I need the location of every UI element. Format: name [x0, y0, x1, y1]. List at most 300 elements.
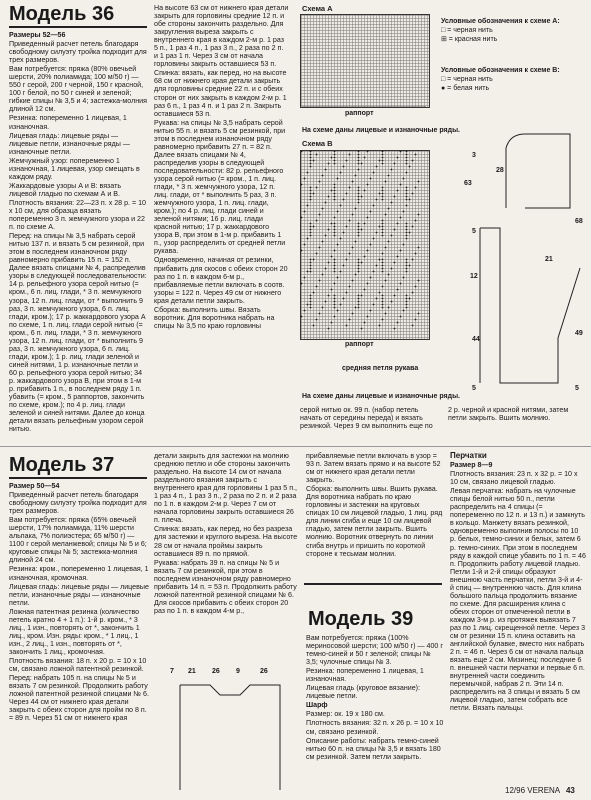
- motif-dot: [355, 241, 357, 243]
- motif-dot: [406, 205, 408, 207]
- motif-dot: [331, 322, 333, 324]
- motif-dot: [310, 295, 312, 297]
- motif-dot: [310, 232, 312, 234]
- motif-dot: [358, 169, 360, 171]
- motif-dot: [385, 280, 387, 282]
- motif-dot: [322, 241, 324, 243]
- paragraph: Плотность вязания: 18 п. x 20 р. = 10 x 10 см, связано ложной патентной резинкой.: [9, 656, 147, 674]
- motif-dot: [307, 238, 309, 240]
- motif-dot: [418, 313, 420, 315]
- motif-dot: [400, 316, 402, 318]
- motif-dot: [349, 220, 351, 222]
- motif-dot: [331, 256, 333, 258]
- motif-dot: [334, 307, 336, 309]
- motif-dot: [352, 214, 354, 216]
- motif-dot: [301, 316, 303, 318]
- paragraph: Рукава: на спицы № 3,5 набрать серой нитью 55 п. и вязать 5 см резинкой, при этом в последнем изнаночном ряду равномерно прибавить 27 п. = 82 п. Далее вязать спицами № 4, распределив узоры в следующей последовательности: 82 р. рельефного узора серой нитью (= кром., 1 п. лиц. глади, * 3 п. жемчужного узора, 12 п. лиц. глади, от * выполнить 5 раз, 3 п. жемчужного узора, 1 п. лиц. глади, кром.); по 4 р. лиц. глади синей и зеленой нитями; 16 р. лиц. глади красной нитью; 17 р. жаккардового узора В, при этом в 1-м р. прибавить 1 п., узор распределить от средней петли рукава.: [154, 118, 286, 256]
- motif-dot: [379, 259, 381, 261]
- motif-dot: [367, 283, 369, 285]
- motif-dot: [373, 172, 375, 174]
- model-36-column-1: [9, 31, 147, 446]
- motif-dot: [310, 187, 312, 189]
- motif-dot: [406, 160, 408, 162]
- motif-dot: [418, 181, 420, 183]
- motif-dot: [409, 265, 411, 267]
- motif-dot: [403, 178, 405, 180]
- motif-dot: [310, 229, 312, 231]
- motif-dot: [346, 325, 348, 327]
- motif-dot: [364, 223, 366, 225]
- motif-dot: [376, 199, 378, 201]
- motif-dot: [382, 223, 384, 225]
- legend-b-item: ● = белая нить: [441, 85, 490, 92]
- motif-dot: [310, 265, 312, 267]
- model-39-text: [306, 634, 444, 794]
- motif-dot: [358, 160, 360, 162]
- motif-dot: [412, 160, 414, 162]
- motif-dot: [310, 301, 312, 303]
- motif-dot: [373, 205, 375, 207]
- paragraph: Спинка: вязать, как перед, но без разреза для застежки и круглого выреза. На высоте 28 см от начала проймы закрыть оставшиеся 89 п. по прямой.: [154, 525, 298, 558]
- motif-dot: [358, 187, 360, 189]
- motif-dot: [310, 160, 312, 162]
- legend-b-title: Условные обозначения к схеме В:: [441, 67, 560, 74]
- motif-dot: [304, 211, 306, 213]
- motif-dot: [358, 223, 360, 225]
- motif-dot: [310, 235, 312, 237]
- motif-dot: [310, 154, 312, 156]
- motif-dot: [349, 253, 351, 255]
- motif-dot: [367, 217, 369, 219]
- motif-dot: [310, 298, 312, 300]
- motif-dot: [406, 265, 408, 267]
- motif-dot: [412, 226, 414, 228]
- motif-dot: [382, 160, 384, 162]
- motif-dot: [397, 190, 399, 192]
- motif-dot: [310, 307, 312, 309]
- scheme-a-caption: На схеме даны лицевые и изнаночные ряды.: [302, 127, 461, 134]
- motif-dot: [346, 259, 348, 261]
- motif-dot: [337, 211, 339, 213]
- motif-dot: [331, 157, 333, 159]
- motif-dot: [415, 220, 417, 222]
- motif-dot: [379, 325, 381, 327]
- motif-dot: [403, 277, 405, 279]
- paragraph: Резинка: кром., попеременно 1 лицевая, 1 изнаночная, кромочная.: [9, 565, 149, 582]
- motif-dot: [397, 322, 399, 324]
- dim-26b: 26: [260, 668, 268, 675]
- paragraph: Приведенный расчет петель благодаря свободному силуэту тройка подходит для трех размеров.: [9, 40, 147, 65]
- motif-dot: [304, 310, 306, 312]
- motif-dot: [334, 154, 336, 156]
- motif-dot: [352, 181, 354, 183]
- motif-dot: [391, 268, 393, 270]
- motif-dot: [373, 304, 375, 306]
- motif-dot: [370, 277, 372, 279]
- motif-dot: [382, 304, 384, 306]
- motif-dot: [367, 250, 369, 252]
- paragraph: Одновременно, начиная от резинки, прибавить для скосов с обеих сторон 20 раз по 1 п. в каждом 6-м р., прибавляемые петли включать в соотв. узоры = 122 п. Через 49 см от нижнего края детали петли закрыть.: [154, 256, 288, 305]
- motif-dot: [358, 199, 360, 201]
- motif-dot: [412, 193, 414, 195]
- legend-b-item: □ = черная нить: [441, 76, 493, 83]
- motif-dot: [358, 307, 360, 309]
- paragraph: Плотность вязания: 32 п. x 26 р. = 10 x 10 см, связано резинкой.: [306, 719, 444, 736]
- motif-dot: [334, 193, 336, 195]
- motif-dot: [382, 268, 384, 270]
- motif-dot: [313, 325, 315, 327]
- dim-26: 26: [212, 668, 220, 675]
- motif-dot: [361, 229, 363, 231]
- motif-dot: [409, 298, 411, 300]
- motif-dot: [322, 307, 324, 309]
- motif-dot: [358, 304, 360, 306]
- motif-dot: [364, 256, 366, 258]
- motif-dot: [328, 163, 330, 165]
- motif-dot: [367, 316, 369, 318]
- scheme-b-motifs: [300, 150, 428, 338]
- paragraph: Вам потребуется: пряжа (65% овечьей шерсти, 17% полиамида, 11% шерсти альпака, 7% полиэстера; 65 м/50 г) — 1100 г серой меланжевой; спицы № 5 и 6; круговые спицы № 5; застежка-молния длиной 24 см.: [9, 516, 147, 565]
- motif-dot: [358, 268, 360, 270]
- motif-dot: [382, 199, 384, 201]
- motif-dot: [400, 184, 402, 186]
- model-37-column-1: [9, 482, 149, 792]
- scheme-b-caption: На схеме даны лицевые и изнаночные ряды.: [302, 393, 461, 400]
- motif-dot: [349, 319, 351, 321]
- dim-28: 28: [496, 167, 504, 174]
- motif-dot: [307, 304, 309, 306]
- motif-dot: [325, 202, 327, 204]
- footer-magazine: 12/96 VERENA: [505, 786, 560, 795]
- motif-dot: [406, 301, 408, 303]
- motif-dot: [388, 274, 390, 276]
- paragraph: Лицевая гладь (круговое вязание): лицевые петли.: [306, 684, 421, 701]
- motif-dot: [316, 286, 318, 288]
- motif-dot: [382, 235, 384, 237]
- motif-dot: [415, 286, 417, 288]
- motif-dot: [322, 208, 324, 210]
- paragraph: Размер 50—54: [9, 482, 60, 490]
- motif-dot: [382, 157, 384, 159]
- motif-dot: [376, 166, 378, 168]
- motif-dot: [313, 193, 315, 195]
- motif-dot: [400, 151, 402, 153]
- legend-a-item: □ = черная нить: [441, 27, 493, 34]
- motif-dot: [415, 187, 417, 189]
- motif-dot: [412, 325, 414, 327]
- motif-dot: [358, 271, 360, 273]
- motif-dot: [418, 280, 420, 282]
- paragraph: прибавляемые петли включать в узор = 93 п. Затем вязать прямо и на высоте 52 см от нижнего края детали петли закрыть.: [306, 452, 441, 485]
- motif-dot: [334, 163, 336, 165]
- motif-dot: [382, 190, 384, 192]
- motif-dot: [358, 229, 360, 231]
- motif-dot: [346, 226, 348, 228]
- motif-dot: [301, 184, 303, 186]
- motif-dot: [331, 190, 333, 192]
- model-39-title: Модель 39: [308, 608, 414, 630]
- legend-a: [441, 17, 586, 44]
- paragraph: Приведенный расчет петель благодаря свободному силуэту тройка подходит для трех размеров.: [9, 491, 147, 516]
- motif-dot: [382, 196, 384, 198]
- motif-dot: [409, 166, 411, 168]
- motif-dot: [334, 157, 336, 159]
- model-36-column-3: [300, 406, 586, 442]
- legend-b: [441, 66, 586, 93]
- motif-dot: [391, 235, 393, 237]
- motif-dot: [382, 286, 384, 288]
- motif-dot: [382, 265, 384, 267]
- gloves-text: [450, 452, 586, 782]
- motif-dot: [337, 178, 339, 180]
- motif-dot: [334, 226, 336, 228]
- motif-dot: [301, 217, 303, 219]
- dim-44: 44: [472, 336, 480, 343]
- motif-dot: [337, 310, 339, 312]
- motif-dot: [403, 211, 405, 213]
- motif-dot: [400, 250, 402, 252]
- motif-dot: [382, 232, 384, 234]
- motif-dot: [370, 310, 372, 312]
- motif-dot: [385, 313, 387, 315]
- motif-dot: [385, 181, 387, 183]
- motif-dot: [406, 151, 408, 153]
- motif-dot: [352, 280, 354, 282]
- motif-dot: [406, 172, 408, 174]
- motif-dot: [334, 301, 336, 303]
- paragraph: Жемчужный узор: попеременно 1 изнаночная, 1 лицевая, узор смещать в каждом ряду.: [9, 156, 140, 181]
- scheme-a-title: Схема А: [302, 4, 333, 13]
- motif-dot: [307, 205, 309, 207]
- paragraph: Лицевая гладь: лицевые ряды — лицевые петли, изнаночные ряды — изнаночные петли.: [9, 582, 149, 607]
- motif-dot: [328, 262, 330, 264]
- motif-dot: [319, 280, 321, 282]
- motif-dot: [310, 271, 312, 273]
- motif-dot: [340, 238, 342, 240]
- motif-dot: [334, 235, 336, 237]
- motif-dot: [403, 244, 405, 246]
- motif-dot: [316, 319, 318, 321]
- motif-dot: [358, 196, 360, 198]
- motif-dot: [361, 328, 363, 330]
- motif-dot: [316, 253, 318, 255]
- motif-dot: [391, 301, 393, 303]
- motif-dot: [376, 265, 378, 267]
- motif-dot: [355, 208, 357, 210]
- motif-dot: [373, 271, 375, 273]
- motif-dot: [319, 247, 321, 249]
- page-number: 43: [565, 786, 575, 795]
- model-39-frame: [304, 583, 442, 585]
- title-underline: [9, 26, 147, 28]
- motif-dot: [379, 226, 381, 228]
- motif-dot: [394, 229, 396, 231]
- motif-dot: [313, 292, 315, 294]
- motif-dot: [334, 184, 336, 186]
- model-37-title: Модель 37: [9, 454, 115, 476]
- motif-dot: [304, 178, 306, 180]
- motif-dot: [367, 151, 369, 153]
- motif-dot: [358, 301, 360, 303]
- motif-dot: [406, 157, 408, 159]
- dim-9: 9: [236, 668, 240, 675]
- dim-3: 3: [472, 152, 476, 159]
- motif-dot: [382, 229, 384, 231]
- motif-dot: [331, 223, 333, 225]
- motif-dot: [310, 268, 312, 270]
- motif-dot: [334, 151, 336, 153]
- paragraph: Размер: ок. 19 x 180 см.: [306, 710, 385, 719]
- motif-dot: [313, 160, 315, 162]
- motif-dot: [358, 226, 360, 228]
- motif-dot: [355, 175, 357, 177]
- scheme-a-rapport: раппорт: [345, 110, 374, 117]
- paragraph: Перед: на спицы № 3,5 набрать серой нитью 137 п. и вязать 5 см резинкой, при этом в последнем изнаночном ряду равномерно прибавить 15 п. = 152 п. Далее вязать спицами № 4, распределив узоры в следующей последовательности: 14 р. рельефного узора серой нитью (= кром., 6 п. лиц. глади, * 3 п. жемчужного узора, 12 п. лиц. глади, от * выполнить 9 раз, 3 п. жемчужного узора, 6 п. лиц. глади, кром.); 17 р. жаккардового узора А по схеме, 1 п. лиц. глади серой нитью (= кром., 6 п. лиц. глади, * 3 п. жемчужного узора, 12 п. лиц. глади, от * выполнить 9 раз, 3 п. жемчужного узора, 6 п. лиц. глади, кром.); 1 р. лиц. глади зеленой и синей нитями, 1 р. изнаночные петли и 60 р. рельефного узора серой нитью; 34 р. жаккардового узора В, при этом в 1-м р. прибавить 1 п., в последнем ряду 1 п. убавить (= кром., 5 раппортов, закончить по схеме, кром.); по 4 р. лиц. глади зеленой и синей нитями. Далее до конца детали вязать рельефным узором серой нитью.: [9, 232, 147, 434]
- motif-dot: [358, 265, 360, 267]
- motif-dot: [406, 307, 408, 309]
- motif-dot: [343, 265, 345, 267]
- motif-dot: [406, 196, 408, 198]
- motif-dot: [403, 310, 405, 312]
- motif-dot: [343, 232, 345, 234]
- motif-dot: [334, 190, 336, 192]
- motif-dot: [391, 202, 393, 204]
- motif-dot: [358, 298, 360, 300]
- motif-dot: [328, 328, 330, 330]
- motif-dot: [325, 235, 327, 237]
- motif-dot: [412, 292, 414, 294]
- motif-dot: [388, 175, 390, 177]
- motif-dot: [313, 226, 315, 228]
- dim-5b: 5: [472, 385, 476, 392]
- motif-dot: [340, 304, 342, 306]
- model-37-column-3: [306, 452, 444, 582]
- paragraph: Спинка: вязать, как перед, но на высоте 68 см от нижнего края детали закрыть для горловины средние 22 п. и с обеих сторон от них закрыть в каждом 2-м р. 1 раз 6 п., 1 раз 4 п. и 1 раз 2 п. Закрыть оставшиеся 53 п.: [154, 69, 287, 118]
- motif-dot: [376, 298, 378, 300]
- motif-dot: [346, 160, 348, 162]
- motif-dot: [334, 268, 336, 270]
- dim-21: 21: [188, 668, 196, 675]
- motif-dot: [316, 220, 318, 222]
- motif-dot: [367, 184, 369, 186]
- motif-dot: [358, 232, 360, 234]
- motif-dot: [370, 178, 372, 180]
- paragraph: Размер 8—9: [450, 461, 493, 470]
- motif-dot: [394, 295, 396, 297]
- motif-dot: [310, 190, 312, 192]
- motif-dot: [334, 187, 336, 189]
- motif-dot: [415, 154, 417, 156]
- paragraph: Резинка: попеременно 1 лицевая, 1 изнаночная.: [306, 667, 424, 684]
- motif-dot: [331, 289, 333, 291]
- motif-dot: [310, 163, 312, 165]
- paragraph: Сборка: выполнить швы. Вязать воротник. Для воротника набрать на спицы № 3,5 по краю горловины: [154, 305, 275, 330]
- motif-dot: [361, 196, 363, 198]
- motif-dot: [406, 295, 408, 297]
- motif-dot: [310, 259, 312, 261]
- paragraph: Левая перчатка: набрать на чулочные спицы белой нитью 50 п., петли распределить на 4 спицы (= попеременно по 12 п. и 13 п.) и замкнуть в кольцо. Манжету вязать резинкой, одновременно выполнив полосы по 10 р. белых, темно-синих и белых, затем 6 р. темно-синих. При этом в последнем ряду в каждой спице убавить по 1 п. = 46 п. Продолжить работу лицевой гладью. Петли 1-й и 2-й спицы образуют внешнюю часть перчатки, петли 3-й и 4-й спиц — внутреннюю часть. Для клина большого пальца продолжить вязание по схеме. Для расширения клина с обеих сторон от отмеченной петли в каждом 3-м р. из протяжек вывязать 7 раз по 1 лиц. скрещенной петле. Через 3 см от резинки 15 п. клина оставить на английской булавке, вместо них набрать 2 п. = 46 п. Через 6 см от начала пальца вязать еще 2 см. Мизинец: последние 6 п. внешней части перчатки и первые 6 п. внутренней части соединить перемычкой, набрав 2 п. Эти 14 п. распределить на 3 спицы и вязать 5 см лицевой гладью, затем собрать все петли. Вязать пальцы.: [450, 487, 586, 713]
- motif-dot: [379, 160, 381, 162]
- motif-dot: [334, 298, 336, 300]
- motif-dot: [388, 241, 390, 243]
- motif-dot: [385, 247, 387, 249]
- motif-dot: [349, 154, 351, 156]
- paragraph: На высоте 63 см от нижнего края детали закрыть для горловины средние 12 п. и обе стороны закончить раздельно. Для закругления выреза закрыть с внутреннего края в каждом 2-м р. 1 раз 5 п., 1 раз 4 п., 1 раз 3 п., 2 раза по 2 п. и 1 раз 1 п. Через 3 см от начала горловины закрыть оставшиеся 53 п.: [154, 4, 289, 69]
- motif-dot: [373, 238, 375, 240]
- motif-dot: [319, 214, 321, 216]
- motif-dot: [334, 199, 336, 201]
- motif-dot: [334, 316, 336, 318]
- motif-dot: [352, 247, 354, 249]
- paragraph: детали закрыть для застежки на молнию среднюю петлю и обе стороны закончить раздельно. На высоте 14 см от начала раздельного вязания закрыть с внутреннего края для горловины 1 раз 5 п., 1 раз 4 п., 1 раз 3 п., 2 раза по 2 п. и 2 раза по 1 п. в каждом 2-м р. Через 7 см от начала горловины закрыть оставшиеся 26 п. плеча.: [154, 452, 298, 525]
- motif-dot: [352, 313, 354, 315]
- motif-dot: [406, 268, 408, 270]
- motif-dot: [304, 244, 306, 246]
- motif-dot: [310, 151, 312, 153]
- dim-7: 7: [170, 668, 174, 675]
- motif-dot: [334, 271, 336, 273]
- paragraph: Рукава: набрать 39 п. на спицы № 5 и вязать 7 см резинкой, при этом в последнем изнаночном ряду равномерно прибавить 14 п. = 53 п. Продолжить работу ложной патентной резинкой спицами № 6. Для скосов прибавить с обеих сторон 20 раз по 1 п. в каждом 4-м р.,: [154, 558, 297, 615]
- motif-dot: [406, 226, 408, 228]
- motif-dot: [406, 163, 408, 165]
- motif-dot: [406, 271, 408, 273]
- paragraph: Плотность вязания: 22—23 п. x 28 р. = 10 x 10 см, для образца вязать попеременно 3 п. жемчужного узора и 22 п. по схеме А.: [9, 198, 146, 232]
- motif-dot: [358, 235, 360, 237]
- motif-dot: [361, 262, 363, 264]
- motif-dot: [322, 175, 324, 177]
- motif-dot: [334, 304, 336, 306]
- motif-dot: [382, 154, 384, 156]
- paragraph: Вам потребуется: пряжа (100% мериносовой шерсти; 100 м/50 г) — 400 г темно-синей и 50 г зеленой; спицы № 3,5; чулочные спицы № 3.: [306, 634, 443, 667]
- motif-dot: [382, 151, 384, 153]
- motif-dot: [325, 268, 327, 270]
- motif-dot: [382, 259, 384, 261]
- motif-dot: [334, 223, 336, 225]
- motif-dot: [325, 169, 327, 171]
- motif-dot: [319, 181, 321, 183]
- motif-dot: [382, 262, 384, 264]
- motif-dot: [382, 298, 384, 300]
- motif-dot: [364, 322, 366, 324]
- motif-dot: [358, 151, 360, 153]
- motif-dot: [337, 277, 339, 279]
- motif-dot: [313, 259, 315, 261]
- motif-dot: [406, 190, 408, 192]
- motif-dot: [394, 328, 396, 330]
- motif-dot: [397, 289, 399, 291]
- motif-dot: [364, 289, 366, 291]
- motif-dot: [406, 154, 408, 156]
- motif-dot: [415, 253, 417, 255]
- motif-dot: [406, 298, 408, 300]
- motif-dot: [382, 307, 384, 309]
- motif-dot: [397, 223, 399, 225]
- motif-dot: [394, 196, 396, 198]
- dim-5c: 5: [575, 385, 579, 392]
- motif-dot: [328, 295, 330, 297]
- motif-dot: [388, 208, 390, 210]
- motif-dot: [370, 244, 372, 246]
- motif-dot: [382, 163, 384, 165]
- model-37-column-2: [154, 452, 299, 672]
- motif-dot: [301, 283, 303, 285]
- motif-dot: [310, 157, 312, 159]
- motif-dot: [310, 196, 312, 198]
- motif-dot: [310, 304, 312, 306]
- paragraph: Ложная патентная резинка (количество петель кратно 4 + 1 п.): 1-й р. кром., * 3 лиц., 1 изн., повторять от *, закончить 1 лиц., кром. Изн. ряды: кром., * 1 лиц., 1 изн., 2 лиц., 1 изн., повторять от *, закончить 1 лиц., кромочная.: [9, 607, 140, 656]
- motif-dot: [382, 220, 384, 222]
- motif-dot: [400, 283, 402, 285]
